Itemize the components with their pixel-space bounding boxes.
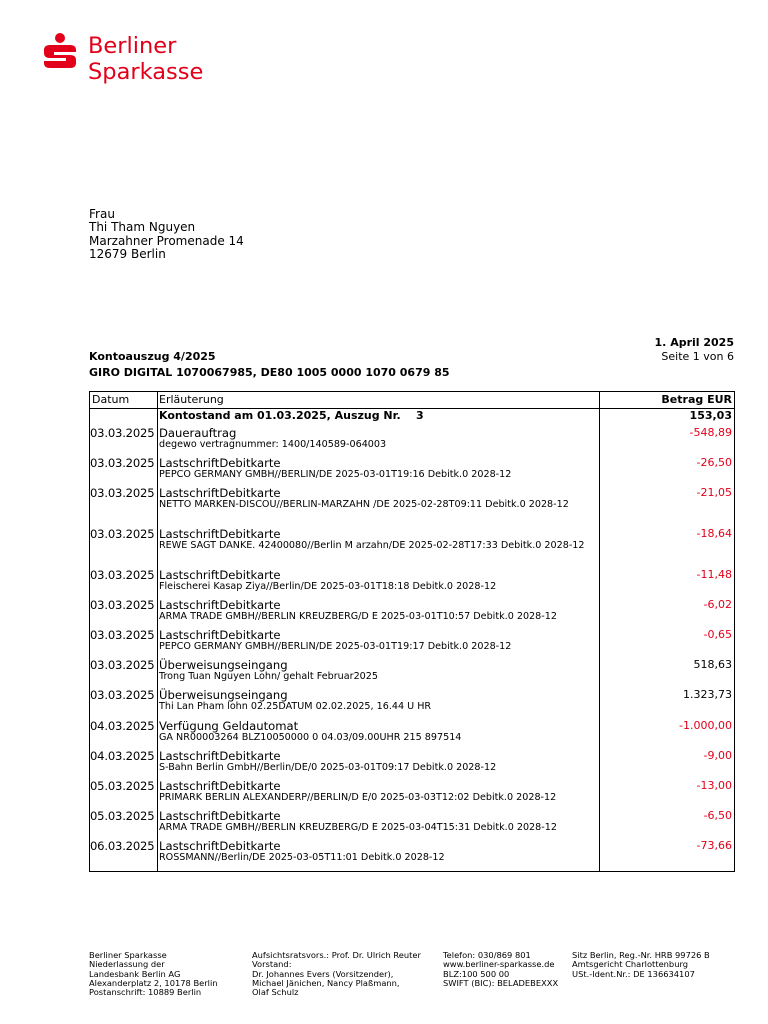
footer-line: SWIFT (BIC): BELADEBEXXX (443, 977, 559, 988)
table-row (90, 486, 734, 527)
row-description (159, 568, 595, 593)
footer-line: Olaf Schulz (252, 987, 299, 998)
row-detail: Thi Lan Pham lohn 02.25DATUM 02.02.2025, 16.44 U HR (159, 701, 432, 712)
opening-balance-row (90, 409, 734, 426)
recipient-city: 12679 Berlin (89, 246, 166, 261)
row-amount: -548,89 (689, 426, 732, 439)
row-detail: PEPCO GERMANY GMBH//BERLIN/DE 2025-03-01T19:16 Debitk.0 2028-12 (159, 469, 512, 480)
row-detail: Trong Tuan Nguyen Lohn/ gehalt Februar2025 (159, 671, 378, 682)
row-date: 03.03.2025 (90, 628, 155, 642)
row-type: LastschriftDebitkarte (159, 568, 281, 582)
row-detail: PRIMARK BERLIN ALEXANDERP//BERLIN/D E/0 2025-03-03T12:02 Debitk.0 2028-12 (159, 792, 557, 803)
row-detail: Fleischerei Kasap Ziya//Berlin/DE 2025-03-01T18:18 Debitk.0 2028-12 (159, 581, 497, 592)
table-row (90, 749, 734, 779)
header-description: Erläuterung (159, 393, 224, 406)
row-detail: ARMA TRADE GMBH//BERLIN KREUZBERG/D E 2025-03-04T15:31 Debitk.0 2028-12 (159, 822, 557, 833)
row-date: 04.03.2025 (90, 719, 155, 733)
footer-line: Landesbank Berlin AG (89, 968, 181, 979)
footer-board-info (252, 951, 421, 997)
row-description (159, 719, 595, 744)
bank-logo (44, 33, 203, 85)
row-amount: -6,02 (703, 598, 732, 611)
row-description (159, 598, 595, 623)
row-amount: -13,00 (696, 779, 732, 792)
footer-line: Berliner Sparkasse (89, 950, 167, 960)
table-row (90, 426, 734, 456)
row-detail: PEPCO GERMANY GMBH//BERLIN/DE 2025-03-01T19:17 Debitk.0 2028-12 (159, 641, 512, 652)
table-row (90, 628, 734, 658)
footer-line: Niederlassung der (89, 959, 165, 970)
row-description (159, 628, 595, 653)
row-amount: -26,50 (696, 456, 732, 469)
row-amount: 518,63 (693, 658, 732, 671)
row-amount: -18,64 (696, 527, 732, 540)
row-description (159, 839, 595, 864)
page-indicator: Seite 1 von 6 (661, 349, 734, 363)
row-date: 03.03.2025 (90, 688, 155, 702)
row-date: 03.03.2025 (90, 598, 155, 612)
row-amount: -11,48 (696, 568, 732, 581)
statement-title: Kontoauszug 4/2025 (89, 350, 216, 363)
footer-line: Sitz Berlin, Reg.-Nr. HRB 99726 B (572, 950, 710, 960)
row-type: LastschriftDebitkarte (159, 628, 281, 642)
row-type: LastschriftDebitkarte (159, 527, 281, 541)
row-date: 03.03.2025 (90, 568, 155, 582)
row-date: 05.03.2025 (90, 809, 155, 823)
row-date: 04.03.2025 (90, 749, 155, 763)
row-type: LastschriftDebitkarte (159, 749, 281, 763)
footer-registry-info (572, 951, 710, 979)
brand-line-2: Sparkasse (88, 59, 204, 85)
statement-heading (89, 349, 450, 380)
opening-balance-label: Kontostand am 01.03.2025, Auszug Nr. 3 (159, 409, 424, 422)
footer-line: Telefon: 030/869 801 (443, 950, 531, 960)
row-date: 03.03.2025 (90, 527, 155, 541)
row-type: LastschriftDebitkarte (159, 839, 281, 853)
row-type: LastschriftDebitkarte (159, 456, 281, 470)
row-description (159, 779, 595, 804)
header-amount: Betrag EUR (661, 393, 732, 406)
row-amount: -21,05 (696, 486, 732, 499)
row-detail: degewo vertragnummer: 1400/140589-064003 (159, 439, 387, 450)
row-amount: -73,66 (696, 839, 732, 852)
footer-line: Vorstand: (252, 959, 292, 970)
row-detail: S-Bahn Berlin GmbH//Berlin/DE/0 2025-03-01T09:17 Debitk.0 2028-12 (159, 762, 497, 773)
table-row (90, 779, 734, 809)
footer-line: Alexanderplatz 2, 10178 Berlin (89, 977, 218, 988)
recipient-street: Marzahner Promenade 14 (89, 233, 244, 248)
row-amount: -1.000,00 (679, 719, 732, 732)
row-detail: NETTO MARKEN-DISCOU//BERLIN-MARZAHN /DE 2025-02-28T09:11 Debitk.0 2028-12 (159, 499, 569, 510)
row-type: LastschriftDebitkarte (159, 779, 281, 793)
row-type: LastschriftDebitkarte (159, 809, 281, 823)
footer-contact-info (443, 951, 558, 988)
row-detail: ARMA TRADE GMBH//BERLIN KREUZBERG/D E 2025-03-01T10:57 Debitk.0 2028-12 (159, 611, 557, 622)
row-description (159, 658, 595, 683)
footer-line: Postanschrift: 10889 Berlin (89, 987, 202, 998)
footer-line: Amtsgericht Charlottenburg (572, 959, 688, 970)
footer-line: BLZ:100 500 00 (443, 968, 510, 979)
row-detail: GA NR00003264 BLZ10050000 0 04.03/09.00UHR 215 897514 (159, 732, 462, 743)
footer-bank-info (89, 951, 218, 997)
row-type: LastschriftDebitkarte (159, 598, 281, 612)
row-type: Verfügung Geldautomat (159, 719, 299, 733)
table-row (90, 527, 734, 568)
row-date: 06.03.2025 (90, 839, 155, 853)
row-type: LastschriftDebitkarte (159, 486, 281, 500)
recipient-address (89, 208, 244, 261)
table-row (90, 688, 734, 719)
row-amount: -6,50 (703, 809, 732, 822)
table-row (90, 456, 734, 486)
row-description (159, 426, 595, 451)
table-row (90, 809, 734, 839)
row-amount: -0,65 (703, 628, 732, 641)
opening-balance-amount: 153,03 (689, 409, 732, 422)
row-description (159, 456, 595, 481)
brand-line-1: Berliner (88, 33, 177, 59)
statement-date: 1. April 2025 (654, 336, 734, 349)
row-date: 03.03.2025 (90, 426, 155, 440)
table-row (90, 598, 734, 628)
footer-line: Michael Jänichen, Nancy Plaßmann, (252, 977, 400, 988)
table-row (90, 719, 734, 749)
sparkasse-s-icon (44, 33, 76, 71)
footer-line: www.berliner-sparkasse.de (443, 959, 555, 970)
row-description (159, 809, 595, 834)
row-description (159, 688, 595, 713)
footer-line: Aufsichtsratsvors.: Prof. Dr. Ulrich Reuter (252, 950, 421, 960)
row-date: 03.03.2025 (90, 658, 155, 672)
table-row (90, 839, 734, 868)
footer-line: USt.-Ident.Nr.: DE 136634107 (572, 968, 695, 979)
row-detail: ROSSMANN//Berlin/DE 2025-03-05T11:01 Debitk.0 2028-12 (159, 852, 445, 863)
row-date: 03.03.2025 (90, 456, 155, 470)
row-type: Überweisungseingang (159, 688, 288, 702)
footer-line: Dr. Johannes Evers (Vorsitzender), (252, 968, 394, 979)
recipient-name: Thi Tham Nguyen (89, 220, 196, 235)
row-type: Überweisungseingang (159, 658, 288, 672)
row-description (159, 749, 595, 774)
transactions-table (89, 391, 735, 872)
account-info: GIRO DIGITAL 1070067985, DE80 1005 0000 1070 0679 85 (89, 365, 450, 379)
header-date: Datum (92, 393, 130, 406)
row-description (159, 486, 595, 511)
statement-meta (655, 336, 734, 363)
table-row (90, 658, 734, 688)
row-type: Dauerauftrag (159, 426, 237, 440)
table-body (90, 409, 734, 868)
table-row (90, 568, 734, 598)
row-detail: REWE SAGT DANKE. 42400080//Berlin M arzahn/DE 2025-02-28T17:33 Debitk.0 2028-12 (159, 540, 585, 551)
recipient-salutation: Frau (89, 207, 115, 221)
row-amount: -9,00 (703, 749, 732, 762)
row-description (159, 527, 595, 552)
row-date: 03.03.2025 (90, 486, 155, 500)
row-date: 05.03.2025 (90, 779, 155, 793)
table-header (90, 392, 734, 409)
row-amount: 1.323,73 (683, 688, 732, 701)
